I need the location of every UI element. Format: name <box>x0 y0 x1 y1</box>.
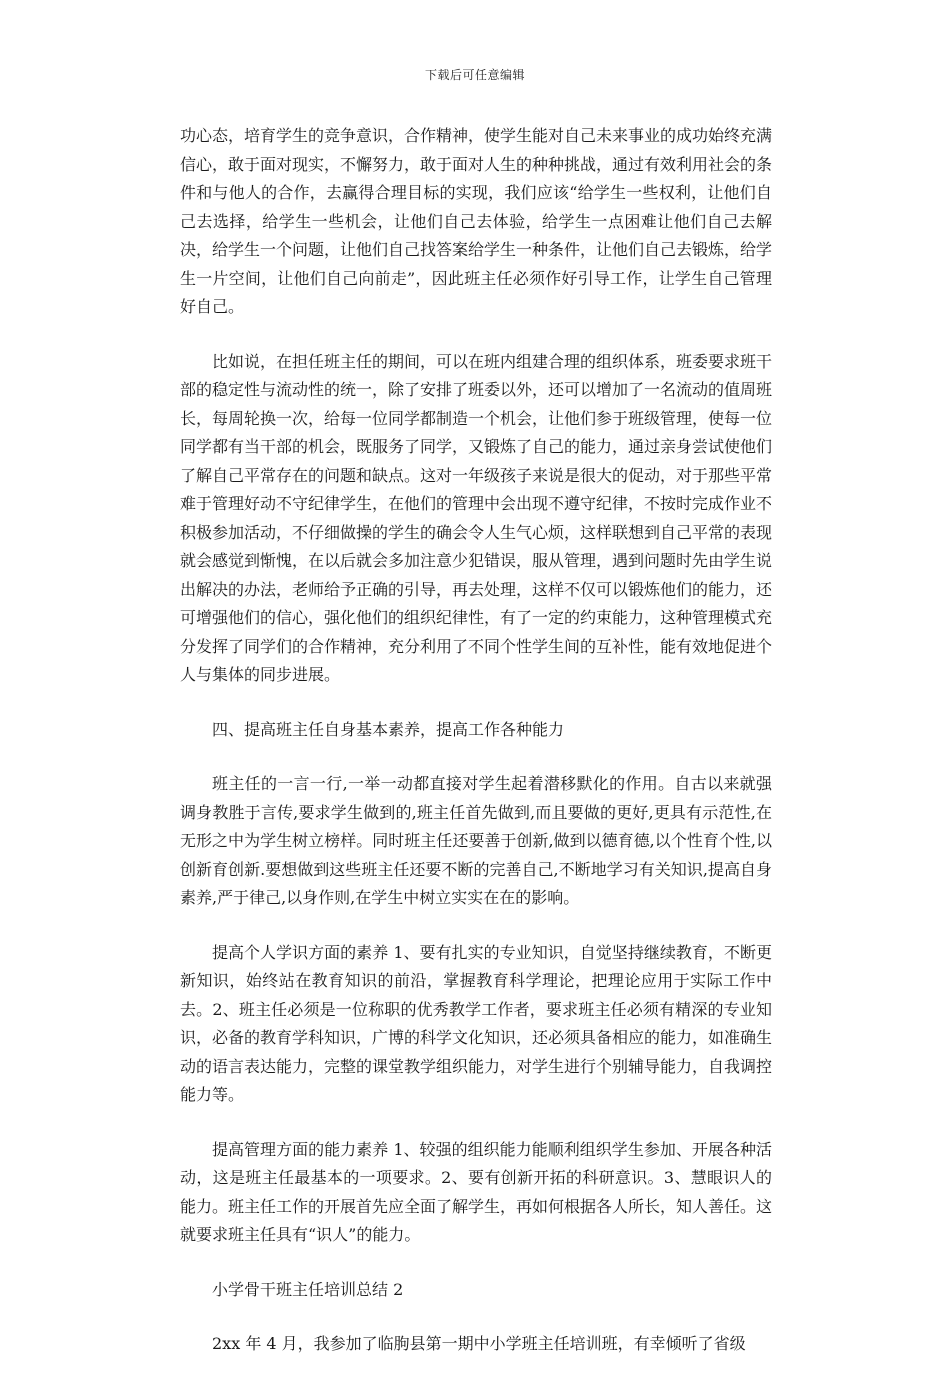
paragraph-3: 班主任的一言一行,一举一动都直接对学生起着潜移默化的作用。自古以来就强调身教胜于言传,要求学生做到的,班主任首先做到,而且要做的更好,更具有示范性,在无形之中为学生树立榜样。同时班主任还要善于创新,做到以德育德,以个性育个性,以创新育创新.要想做到这些班主任还要不断的完善自己,不断地学习有关知识,提高自身素养,严于律己,以身作则,在学生中树立实实在在的影响。 <box>180 774 772 907</box>
section-heading-4: 四、提高班主任自身基本素养，提高工作各种能力 <box>212 719 565 739</box>
document-body <box>180 122 772 1385</box>
paragraph-4: 提高个人学识方面的素养 1、要有扎实的专业知识，自觉坚持继续教育，不断更新知识，始终站在教育知识的前沿，掌握教育科学理论，把理论应用于实际工作中去。2、班主任必须是一位称职的优秀教学工作者，要求班主任必须有精深的专业知识，必备的教育学科知识，广博的科学文化知识，还必须具备相应的能力，如准确生动的语言表达能力，完整的课堂教学组织能力，对学生进行个别辅导能力，自我调控能力等。 <box>180 942 773 1104</box>
paragraph-1: 功心态，培育学生的竞争意识，合作精神，使学生能对自己未来事业的成功始终充满信心，敢于面对现实，不懈努力，敢于面对人生的种种挑战，通过有效利用社会的条件和与他人的合作，去赢得合理目标的实现，我们应该“给学生一些权利，让他们自己去选择，给学生一些机会，让他们自己去体验，给学生一点困难让他们自己去解决，给学生一个问题，让他们自己找答案给学生一种条件，让他们自己去锻炼，给学生一片空间，让他们自己向前走”，因此班主任必须作好引导工作，让学生自己管理好自己。 <box>180 126 773 316</box>
page-header: 下载后可任意编辑 <box>424 68 525 82</box>
paragraph-2: 比如说，在担任班主任的期间，可以在班内组建合理的组织体系，班委要求班干部的稳定性与流动性的统一，除了安排了班委以外，还可以增加了一名流动的值周班长，每周轮换一次，给每一位同学都制造一个机会，让他们参于班级管理，使每一位同学都有当干部的机会，既服务了同学，又锻炼了自己的能力，通过亲身尝试使他们了解自己平常存在的问题和缺点。这对一年级孩子来说是很大的促动，对于那些平常难于管理好动不守纪律学生，在他们的管理中会出现不遵守纪律，不按时完成作业不积极参加活动，不仔细做操的学生的确会令人生气心烦，这样联想到自己平常的表现就会感觉到惭愧，在以后就会多加注意少犯错误，服从管理，遇到问题时先由学生说出解决的办法，老师给予正确的引导，再去处理，这样不仅可以锻炼他们的能力，还可增强他们的信心，强化他们的组织纪律性，有了一定的约束能力，这种管理模式充分发挥了同学们的合作精神，充分利用了不同个性学生间的互补性，能有效地促进个人与集体的同步进展。 <box>180 351 773 684</box>
paragraph-6: 2xx 年 4 月，我参加了临朐县第一期中小学班主任培训班，有幸倾听了省级 <box>212 1334 746 1353</box>
article-title-2: 小学骨干班主任培训总结 2 <box>212 1279 404 1299</box>
paragraph-5: 提高管理方面的能力素养 1、较强的组织能力能顺利组织学生参加、开展各种活动，这是班主任最基本的一项要求。2、要有创新开拓的科研意识。3、慧眼识人的能力。班主任工作的开展首先应全面了解学生，再如何根据各人所长，知人善任。这就要求班主任具有“识人”的能力。 <box>180 1139 773 1244</box>
